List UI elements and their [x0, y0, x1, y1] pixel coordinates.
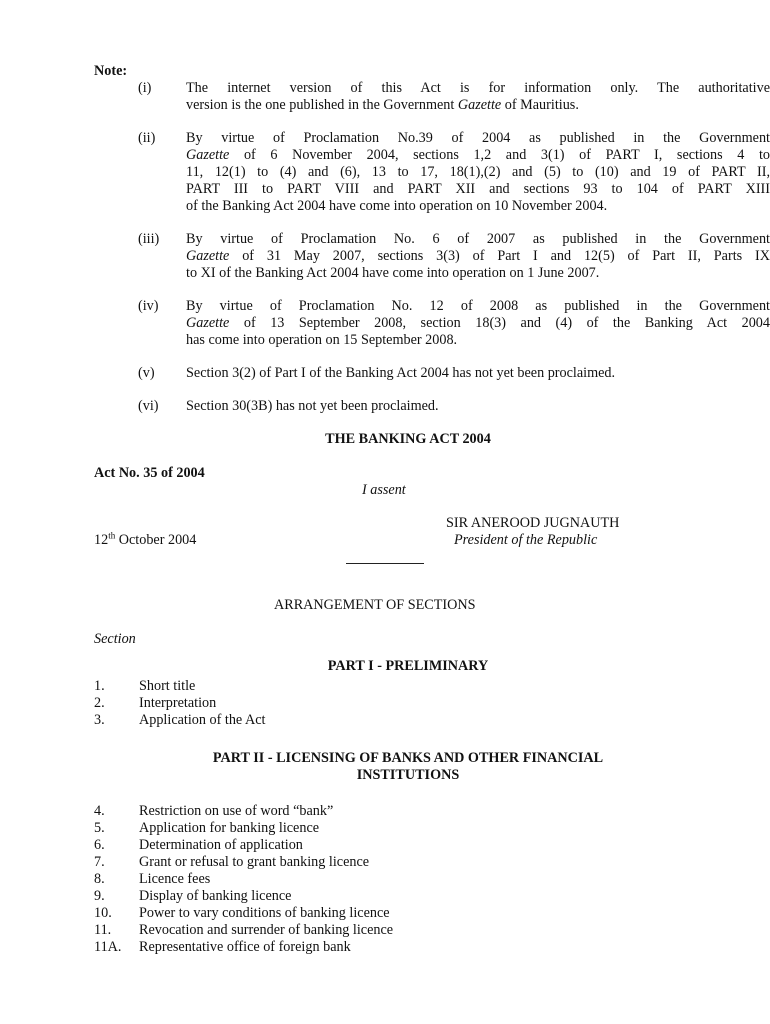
note-line: PART III to PART VIII and PART XII and sections 93 to 104 of PART XIII — [186, 181, 770, 197]
act-number: Act No. 35 of 2004 — [94, 465, 205, 481]
section-number: 5. — [94, 820, 105, 836]
section-title: Representative office of foreign bank — [139, 939, 351, 955]
note-number: (v) — [138, 365, 155, 381]
part2-section-row — [94, 871, 714, 888]
section-title: Display of banking licence — [139, 888, 292, 904]
italic-term: Gazette — [186, 248, 230, 264]
assent-text: I assent — [362, 482, 406, 498]
section-title: Grant or refusal to grant banking licence — [139, 854, 370, 870]
section-number: 1. — [94, 678, 105, 694]
note-line: Section 3(2) of Part I of the Banking Act 2004 has not yet been proclaimed. — [186, 365, 616, 381]
note-line: 11, 12(1) to (4) and (6), 13 to 17, 18(1),(2) and (5) to (10) and 19 of PART II, — [186, 164, 770, 180]
section-title: Determination of application — [139, 837, 303, 853]
part2-section-row — [94, 905, 714, 922]
section-title: Licence fees — [139, 871, 211, 887]
note-line: of the Banking Act 2004 have come into operation on 10 November 2004. — [186, 198, 608, 214]
signatory-name: SIR ANEROOD JUGNAUTH — [446, 515, 620, 531]
section-title: Restriction on use of word “bank” — [139, 803, 334, 819]
note-line: version is the one published in the Government Gazette of Mauritius. — [186, 97, 579, 113]
note-line: By virtue of Proclamation No. 12 of 2008 as published in the Government — [186, 298, 770, 314]
note-line: Gazette of 31 May 2007, sections 3(3) of Part I and 12(5) of Part II, Parts IX — [186, 248, 770, 264]
section-title: Short title — [139, 678, 196, 694]
italic-term: Gazette — [457, 97, 502, 113]
section-number: 7. — [94, 854, 105, 870]
note-label: Note: — [94, 63, 128, 79]
note-number: (ii) — [138, 130, 156, 146]
section-number: 11A. — [94, 939, 122, 955]
section-number: 11. — [94, 922, 112, 938]
part1-section-row — [94, 695, 714, 712]
part1-heading: PART I - PRELIMINARY — [327, 658, 489, 674]
section-title: Application for banking licence — [139, 820, 320, 836]
note-number: (iv) — [138, 298, 159, 314]
part2-section-row — [94, 854, 714, 871]
section-number: 2. — [94, 695, 105, 711]
part2-section-row — [94, 922, 714, 939]
part2-section-row — [94, 820, 714, 837]
note-line: to XI of the Banking Act 2004 have come into operation on 1 June 2007. — [186, 265, 600, 281]
note-line: By virtue of Proclamation No.39 of 2004 as published in the Government — [186, 130, 770, 146]
section-number: 10. — [94, 905, 112, 921]
separator-rule — [346, 563, 424, 564]
section-number: 6. — [94, 837, 105, 853]
section-number: 3. — [94, 712, 105, 728]
section-number: 4. — [94, 803, 105, 819]
signatory-title: President of the Republic — [454, 532, 598, 548]
section-title: Application of the Act — [139, 712, 266, 728]
part2-section-row — [94, 939, 714, 956]
part2-section-row — [94, 888, 714, 905]
arrangement-heading: ARRANGEMENT OF SECTIONS — [274, 597, 476, 613]
section-title: Interpretation — [139, 695, 217, 711]
note-line: has come into operation on 15 September 2008. — [186, 332, 458, 348]
italic-term: Gazette — [186, 147, 230, 163]
part2-heading-line1: PART II - LICENSING OF BANKS AND OTHER FINANCIAL — [212, 750, 604, 766]
assent-date — [94, 532, 196, 549]
note-line: Gazette of 13 September 2008, section 18(3) and (4) of the Banking Act 2004 — [186, 315, 770, 331]
note-line: The internet version of this Act is for information only. The authoritative — [186, 80, 770, 96]
date-suffix: th — [108, 530, 116, 541]
note-number: (vi) — [138, 398, 159, 414]
part2-heading-line2: INSTITUTIONS — [356, 767, 460, 783]
date-day: 12 — [94, 532, 109, 548]
date-rest: October 2004 — [115, 532, 197, 548]
note-line: Gazette of 6 November 2004, sections 1,2 and 3(1) of PART I, sections 4 to — [186, 147, 770, 163]
note-number: (i) — [138, 80, 152, 96]
section-number: 9. — [94, 888, 105, 904]
section-title: Revocation and surrender of banking licence — [139, 922, 394, 938]
act-title: THE BANKING ACT 2004 — [325, 431, 491, 447]
part2-section-row — [94, 803, 714, 820]
section-number: 8. — [94, 871, 105, 887]
section-title: Power to vary conditions of banking licence — [139, 905, 390, 921]
part1-section-row — [94, 678, 714, 695]
note-number: (iii) — [138, 231, 160, 247]
note-line: By virtue of Proclamation No. 6 of 2007 as published in the Government — [186, 231, 770, 247]
italic-term: Gazette — [186, 315, 230, 331]
section-label: Section — [94, 631, 136, 647]
part1-section-row — [94, 712, 714, 729]
note-line: Section 30(3B) has not yet been proclaimed. — [186, 398, 439, 414]
part2-section-row — [94, 837, 714, 854]
